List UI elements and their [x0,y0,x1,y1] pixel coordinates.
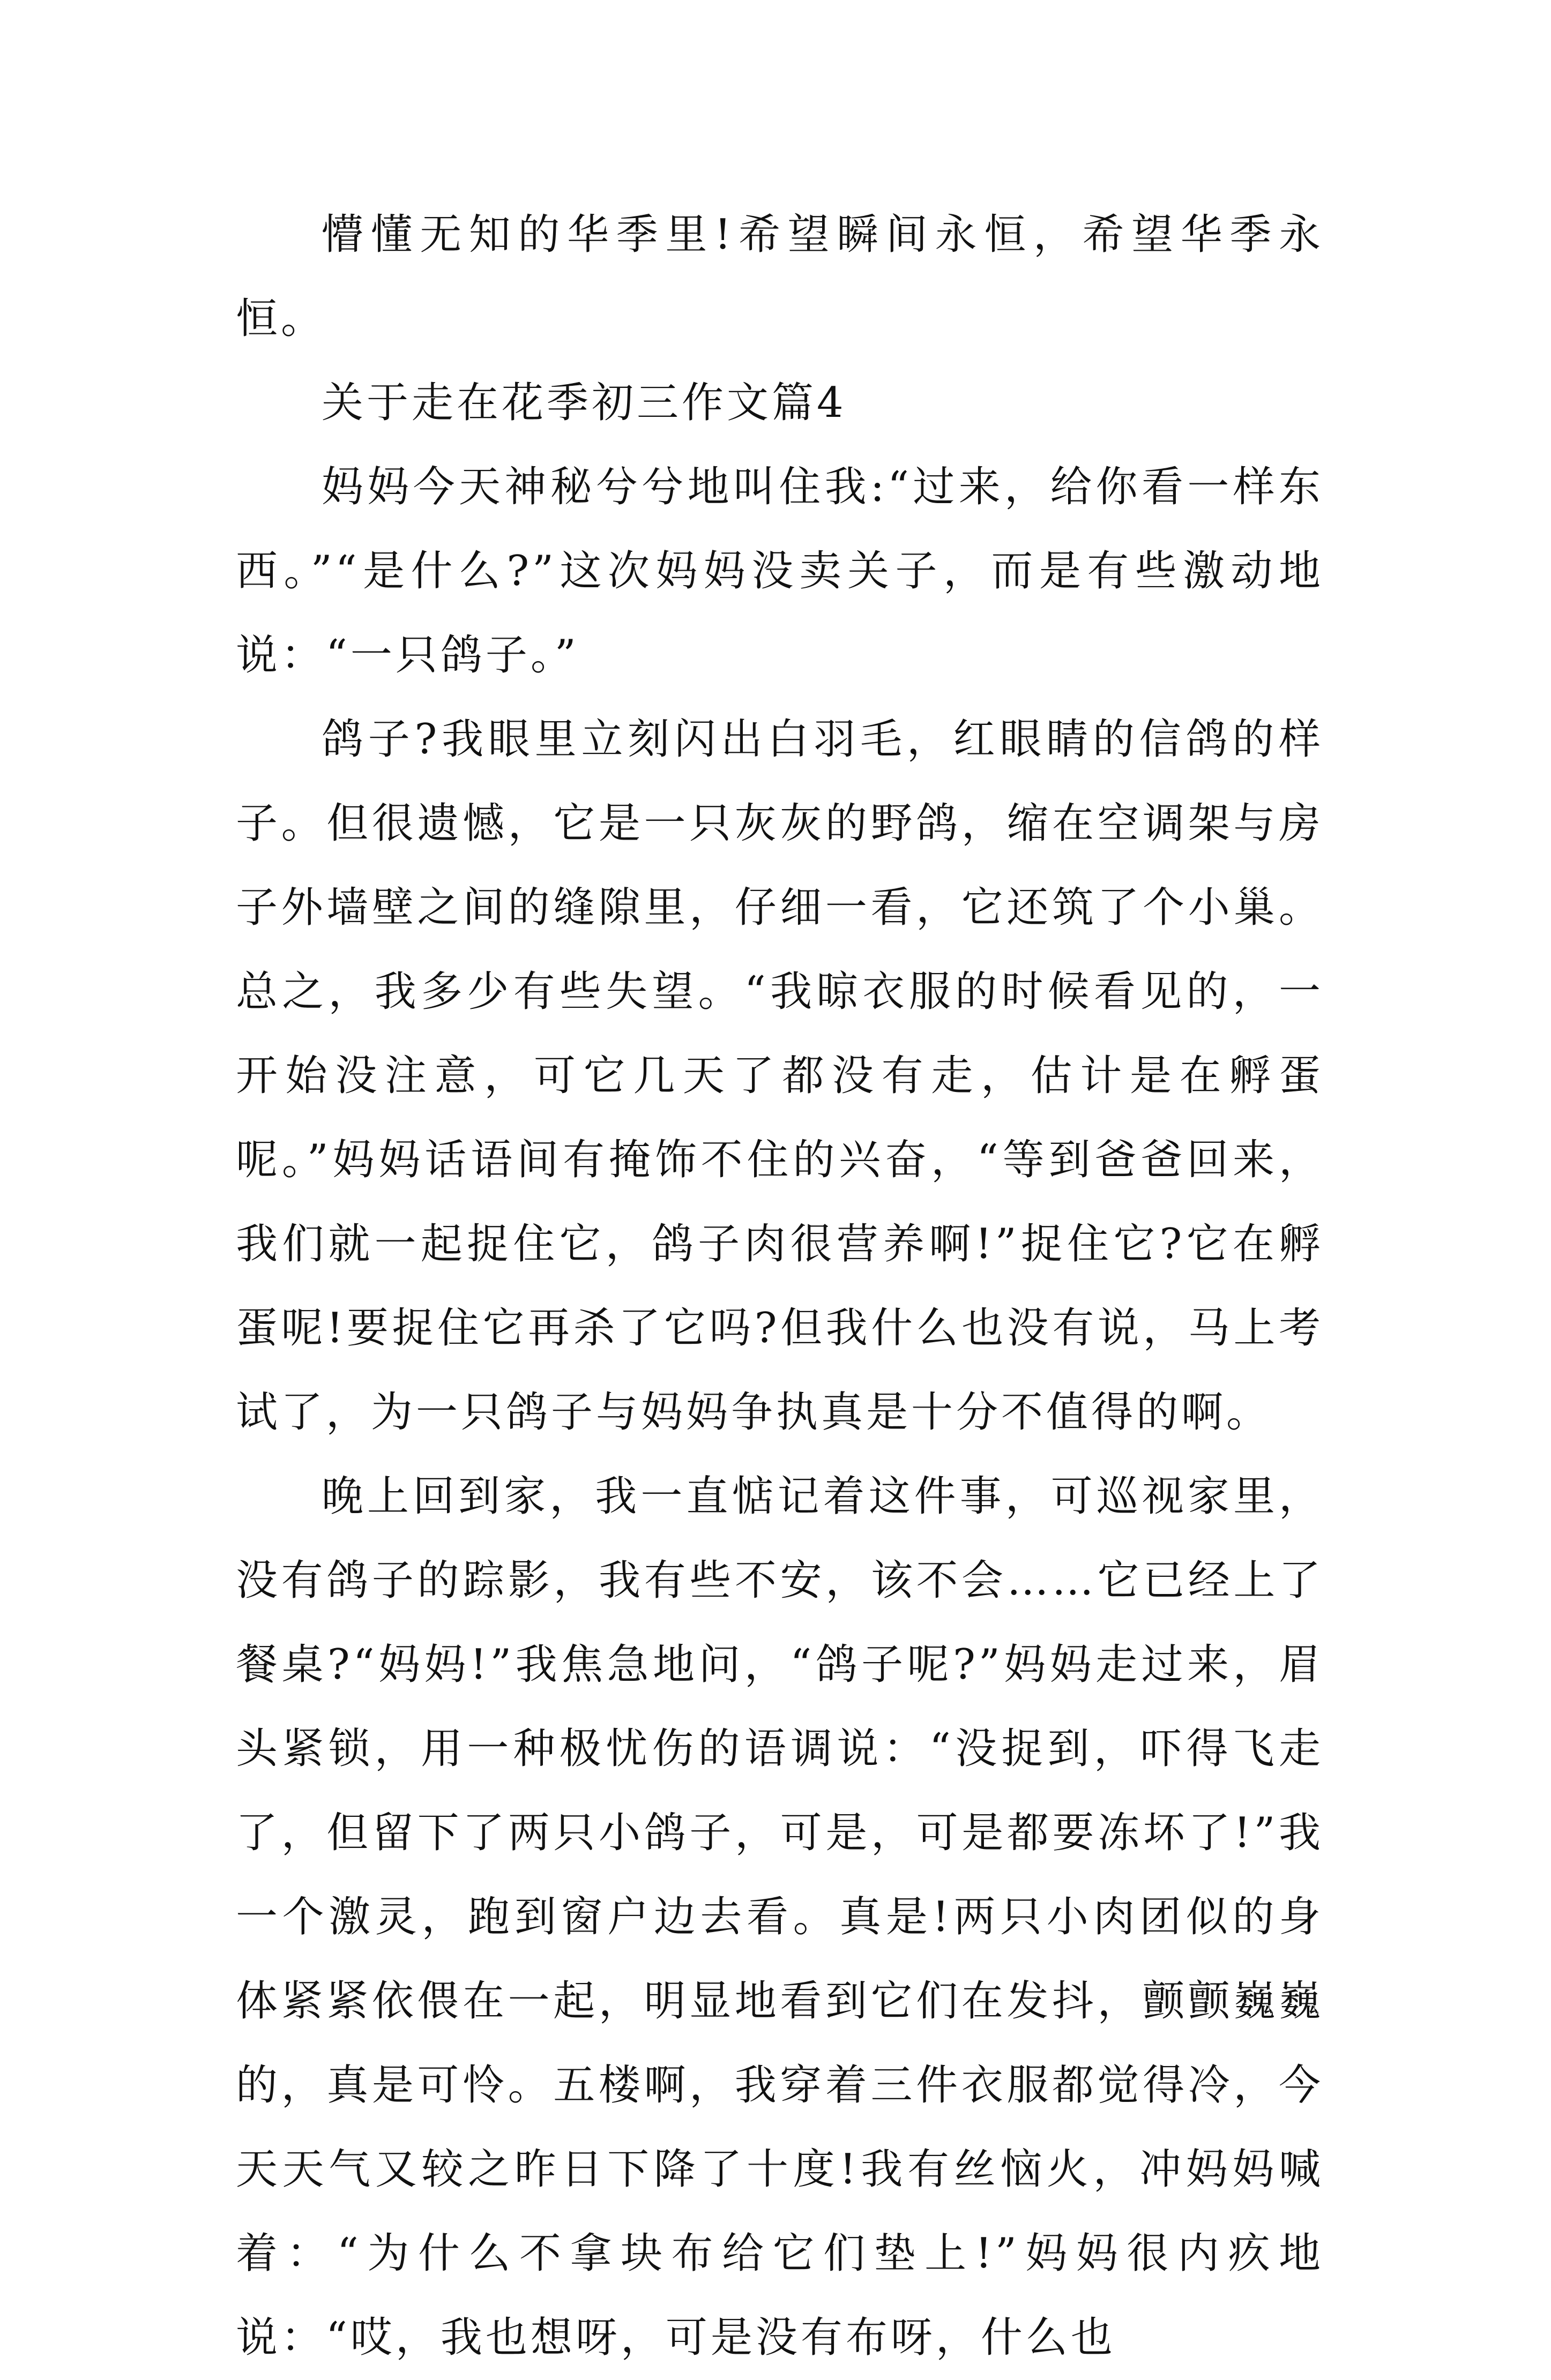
paragraph-closing-line: 懵懂无知的华季里!希望瞬间永恒，希望华季永恒。 [236,211,1324,343]
paragraph-evening: 晚上回到家，我一直惦记着这件事，可巡视家里，没有鸽子的踪影，我有些不安，该不会……它已经上了餐桌?“妈妈!”我焦急地问，“鸽子呢?”妈妈走过来，眉头紧锁，用一种极忧伤的语调说：“没捉到，吓得飞走了，但留下了两只小鸽子，可是，可是都要冻坏了!”我一个激灵，跑到窗户边去看。真是!两只小肉团似的身体紧紧依偎在一起，明显地看到它们在发抖，颤颤巍巍的，真是可怜。五楼啊，我穿着三件衣服都觉得冷，今天天气又较之昨日下降了十度!我有丝恼火，冲妈妈喊着：“为什么不拿块布给它们垫上!”妈妈很内疚地说：“哎，我也想呀，可是没有布呀，什么也 [236,1472,1324,2362]
document-body [236,193,1324,2380]
paragraph-dialogue: 妈妈今天神秘兮兮地叫住我:“过来，给你看一样东西。”“是什么?”这次妈妈没卖关子，而是有些激动地说：“一只鸽子。” [236,463,1324,679]
paragraph-pigeon-description: 鸽子?我眼里立刻闪出白羽毛，红眼睛的信鸽的样子。但很遗憾，它是一只灰灰的野鸽，缩在空调架与房子外墙壁之间的缝隙里，仔细一看，它还筑了个小巢。总之，我多少有些失望。“我晾衣服的时候看见的，一开始没注意，可它几天了都没有走，估计是在孵蛋呢。”妈妈话语间有掩饰不住的兴奋，“等到爸爸回来，我们就一起捉住它，鸽子肉很营养啊!”捉住它?它在孵蛋呢!要捉住它再杀了它吗?但我什么也没有说，马上考试了，为一只鸽子与妈妈争执真是十分不值得的啊。 [236,715,1324,1436]
section-heading: 关于走在花季初三作文篇4 [322,379,847,427]
